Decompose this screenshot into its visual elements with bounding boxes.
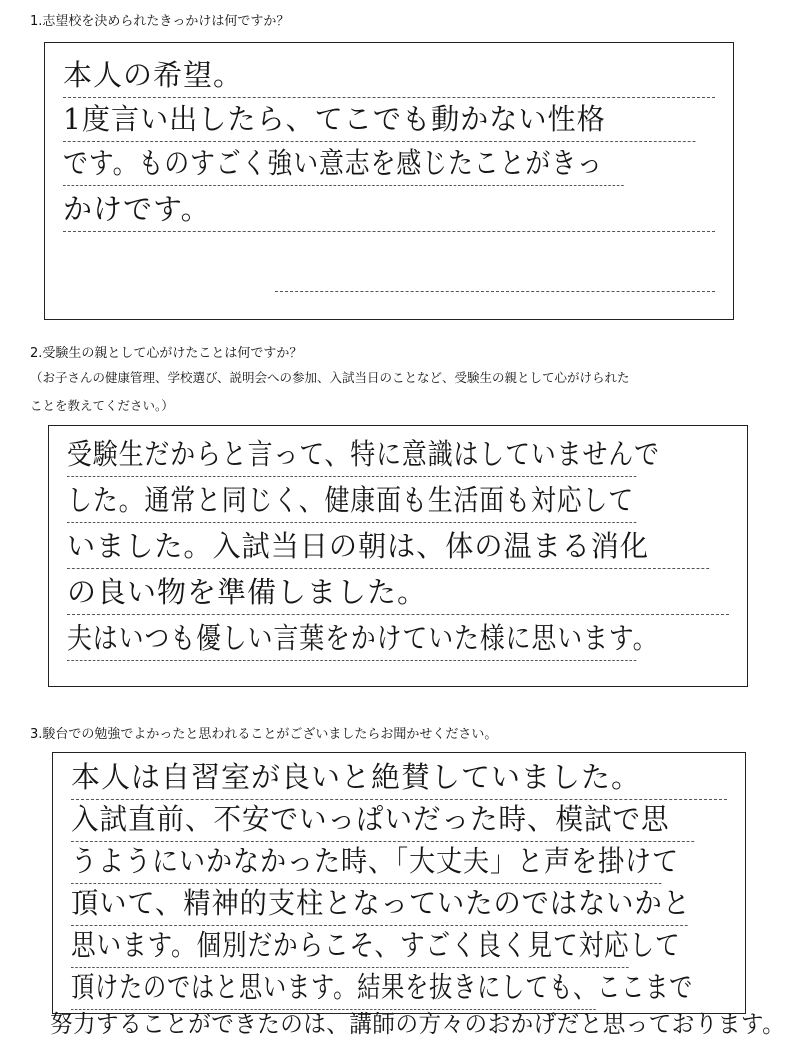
question-2-note-line-1: （お子さんの健康管理、学校選び、説明会への参加、入試当日のことなど、受験生の親として心がけられた xyxy=(30,370,630,385)
answer-1-line-5 xyxy=(275,249,715,292)
answer-2-line-5: 夫はいつも優しい言葉をかけていた様に思います。 xyxy=(67,618,636,661)
question-2-note-line-2: ことを教えてください。） xyxy=(30,398,174,413)
question-3: 3.駿台での勉強でよかったと思われることがございましたらお聞かせください。 xyxy=(30,727,498,742)
answer-3-line-3: うようにいかなかった時、「大丈夫」と声を掛けて xyxy=(71,841,661,884)
answer-box-3 xyxy=(52,752,746,1014)
answer-2-line-4: の良い物を準備しました。 xyxy=(67,572,729,615)
answer-3-line-2: 入試直前、不安でいっぱいだった時、模試で思 xyxy=(71,799,694,842)
answer-3-line-4: 頂いて、精神的支柱となっていたのではないかと xyxy=(71,883,688,926)
answer-3-line-6: 頂けたのではと思います。結果を抜きにしても、ここまで xyxy=(71,967,596,1010)
answer-3-line-5: 思います。個別だからこそ、すごく良く見て対応して xyxy=(71,925,629,968)
answer-2-line-2: した。通常と同じく、健康面も生活面も対応して xyxy=(67,480,636,523)
answer-box-2 xyxy=(48,425,748,687)
answer-3-overflow-line: 努力することができたのは、講師の方々のおかげだと思っております。 xyxy=(50,1010,786,1038)
answer-2-line-3: いました。入試当日の朝は、体の温まる消化 xyxy=(67,526,709,569)
question-2: 2.受験生の親として心がけたことは何ですか？ xyxy=(30,346,303,361)
answer-box-1 xyxy=(44,42,734,320)
answer-1-line-1: 本人の希望。 xyxy=(63,55,715,98)
answer-1-line-4: かけです。 xyxy=(63,189,715,232)
question-1: 1.志望校を決められたきっかけは何ですか？ xyxy=(30,14,290,29)
answer-1-line-2: 1度言い出したら、てこでも動かない性格 xyxy=(63,99,695,142)
answer-1-line-3: です。ものすごく強い意志を感じたことがきっ xyxy=(63,143,624,186)
answer-3-line-1: 本人は自習室が良いと絶賛していました。 xyxy=(71,757,727,800)
answer-2-line-1: 受験生だからと言って、特に意識はしていませんで xyxy=(67,434,636,477)
